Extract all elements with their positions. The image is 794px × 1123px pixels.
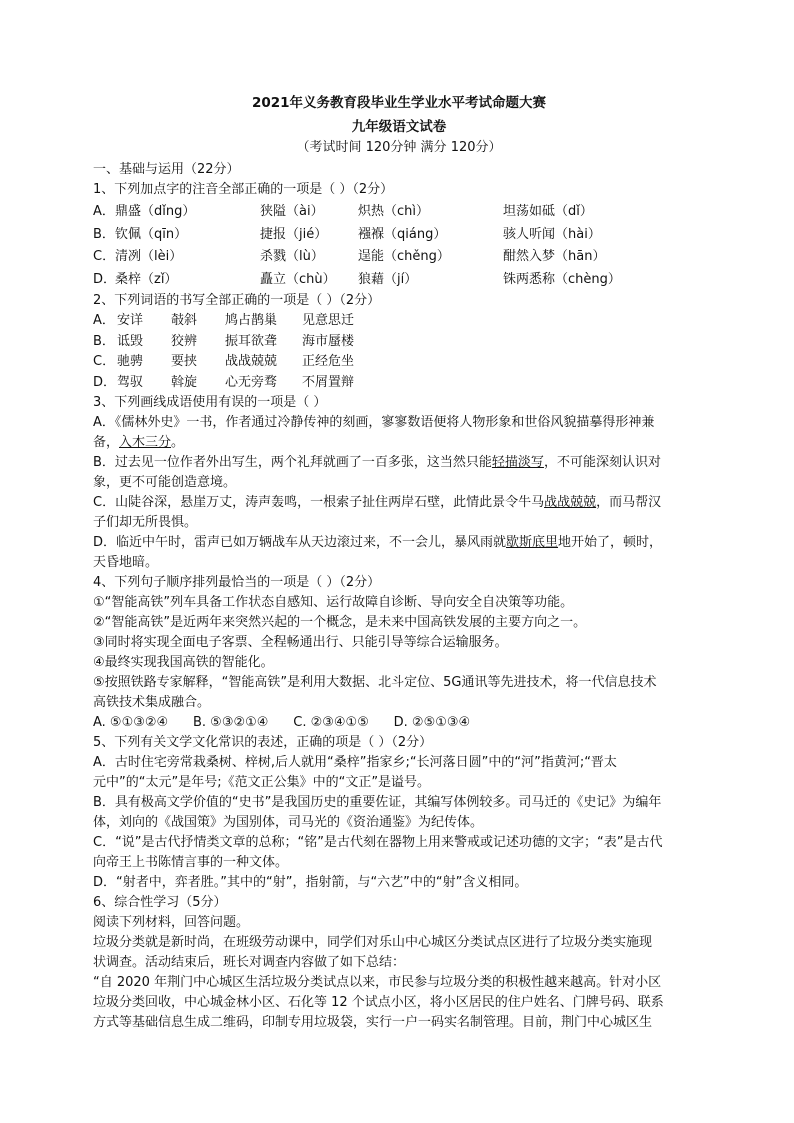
question-5-stem: 5、下列有关文学文化常识的表述，正确的项是（ ）（2分）	[93, 735, 433, 750]
option-item: 骇人听闻（hài）	[503, 226, 601, 242]
section-heading: 一、基础与运用（22分）	[93, 162, 240, 177]
option-label: D．	[93, 374, 117, 390]
text-span: 地开始了，顿时，	[558, 535, 663, 550]
q2-option-c	[93, 352, 705, 373]
question-1-stem: 1、下列加点字的注音全部正确的一项是（ ）（2分）	[93, 182, 394, 197]
option-item: 振耳欲聋	[225, 333, 278, 349]
q5-line: C．“说”是古代抒情类文章的总称；“铭”是古代刻在器物上用来警戒或记述功德的文字；“表”是古代	[93, 835, 663, 850]
q2-option-d	[93, 373, 705, 394]
option-label: B．	[93, 226, 115, 242]
q1-option-a	[93, 201, 705, 224]
q4-sentence-3: ③同时将实现全面电子客票、全程畅通出行、只能引导等综合运输服务。	[93, 635, 508, 650]
option-label: A．	[93, 204, 115, 219]
option-item: 钦佩（qīn）	[115, 226, 188, 242]
underlined-idiom: 歇斯底里	[506, 535, 559, 550]
q6-line: 阅读下列材料，回答问题。	[93, 915, 250, 930]
question-4-stem: 4、下列句子顺序排列最恰当的一项是（ ）（2分）	[93, 575, 381, 590]
option-item: 逞能（chěng）	[358, 249, 450, 264]
q3-option-b-line1	[93, 453, 705, 473]
q1-option-d	[93, 269, 705, 292]
q6-line: 方式等基础信息生成二维码，印制专用垃圾袋，实行一户一码实名制管理。目前，荆门中心城区生	[93, 1015, 653, 1030]
option-item: 桑梓（zǐ）	[115, 271, 178, 287]
option-item: 狡辨	[171, 333, 198, 349]
q4-sentence-5-cont: 高铁技术集成融合。	[93, 695, 211, 710]
q3-option-d-line2: 天昏地暗。	[93, 555, 159, 570]
option-item: 捷报（jié）	[260, 226, 328, 242]
option-item: 狭隘（ài）	[260, 204, 324, 219]
option-item: 鸠占鹊巢	[225, 313, 278, 328]
q6-line: 状调查。活动结束后，班长对调查内容做了如下总结：	[93, 955, 406, 970]
question-2-stem: 2、下列词语的书写全部正确的一项是（ ）（2分）	[93, 293, 381, 308]
q3-option-c-line1	[93, 493, 705, 513]
option-item: 正经危坐	[302, 354, 355, 369]
exam-subtitle: 九年级语文试卷	[351, 119, 447, 135]
option-item: 战战兢兢	[225, 354, 278, 369]
q5-line: D．“射者中，弈者胜。”其中的“射”，指射箭，与“六艺”中的“射”含义相同。	[93, 875, 528, 890]
option-item: 斡旋	[171, 374, 198, 390]
text-span: 备，	[93, 435, 120, 450]
option-item: 安详	[117, 313, 144, 328]
q4-sentence-1: ①“智能高铁”列车具备工作状态自感知、运行故障自诊断、导向安全自决策等功能。	[93, 595, 574, 610]
q4-sentence-4: ④最终实现我国高铁的智能化。	[93, 655, 274, 670]
q5-line: 体，刘向的《战国策》为国别体，司马光的《资治通鉴》为纪传体。	[93, 815, 484, 830]
q2-option-b	[93, 332, 705, 353]
question-6-stem: 6、综合性学习（5分）	[93, 895, 227, 910]
option-item: 海市蜃楼	[302, 333, 355, 349]
underlined-idiom: 入木三分	[119, 435, 172, 450]
option-item: 酣然入梦（hān）	[503, 249, 606, 264]
question-3-stem: 3、下列画线成语使用有误的一项是（ ）	[93, 395, 327, 410]
option-label: D．	[93, 271, 117, 287]
option-item: 杀戮（lù）	[260, 249, 324, 264]
q3-option-a-line2	[93, 433, 705, 453]
option-item: 坦荡如砥（dǐ）	[503, 204, 593, 219]
q3-option-a-line1: A．《儒林外史》一书，作者通过冷静传神的刻画，寥寥数语便将人物形象和世俗风貌描摹得形神兼	[93, 415, 655, 430]
q4-sentence-2: ②“智能高铁”是近两年来突然兴起的一个概念，是未来中国高铁发展的主要方向之一。	[93, 615, 587, 630]
q4-sentence-5: ⑤按照铁路专家解释，“智能高铁”是利用大数据、北斗定位、5G通讯等先进技术，将一代信息技术	[93, 675, 657, 690]
option-item: 诋毁	[117, 333, 144, 349]
underlined-idiom: 轻描淡写	[491, 455, 544, 470]
q6-line: “自 2020 年荆门中心城区生活垃圾分类试点以来，市民参与垃圾分类的积极性越来越高。针对小区	[93, 975, 662, 990]
text-span: ，不可能深刻认识对	[543, 455, 661, 470]
option-label: A．	[93, 313, 115, 328]
option-item: 要挟	[171, 354, 198, 369]
q5-line: 元中”的“太元”是年号;《范文正公集》中的“文正”是谥号。	[93, 775, 431, 790]
option-item: 鼎盛（dǐng）	[115, 204, 196, 219]
option-item: 炽热（chì）	[358, 204, 429, 219]
q2-option-a	[93, 311, 705, 332]
q1-option-b	[93, 224, 705, 247]
text-span: D．临近中午时，雷声已如万辆战车从天边滚过来，不一会儿，暴风雨就	[93, 535, 507, 550]
option-item: 铢两悉称（chèng）	[503, 271, 621, 287]
q4-answer-options: A. ⑤①③②④ B. ⑤③②①④ C. ②③④①⑤ D. ②⑤①③④	[93, 715, 471, 730]
text-span: ，而马帮汉	[596, 495, 662, 510]
option-item: 见意思迁	[302, 313, 355, 328]
q1-option-c	[93, 246, 705, 269]
text-span: C．山陡谷深，悬崖万丈，涛声轰鸣，一根索子扯住两岸石壁，此情此景令牛马	[93, 495, 545, 510]
text-span: 。	[171, 435, 185, 450]
q5-line: A．古时住宅旁常栽桑树、梓树,后人就用“桑梓”指家乡;“长河落日圆”中的“河”指黄河;“晋太	[93, 755, 617, 770]
option-item: 清冽（lèi）	[115, 249, 183, 264]
exam-page	[93, 92, 705, 1033]
q3-option-c-line2: 子们却无所畏惧。	[93, 515, 198, 530]
option-item: 驰骋	[117, 354, 144, 369]
underlined-idiom: 战战兢兢	[544, 495, 597, 510]
option-label: B．	[93, 333, 115, 349]
option-item: 矗立（chù）	[260, 271, 336, 287]
text-span: B．过去见一位作者外出写生，两个礼拜就画了一百多张，这当然只能	[93, 455, 492, 470]
q5-line: B．具有极高文学价值的“史书”是我国历史的重要佐证，其编写体例较多。司马迁的《史记》为编年	[93, 795, 662, 810]
option-label: C．	[93, 354, 116, 369]
q6-line: 垃圾分类就是新时尚，在班级劳动课中，同学们对乐山中心城区分类试点区进行了垃圾分类实施现	[93, 935, 653, 950]
option-item: 不屑置辩	[302, 374, 355, 390]
q5-line: 向帝王上书陈情言事的一种文体。	[93, 855, 289, 870]
q3-option-d-line1	[93, 533, 705, 553]
option-item: 狼藉（jí）	[358, 271, 418, 287]
exam-title: 2021年义务教育段毕业生学业水平考试命题大赛	[251, 95, 547, 111]
option-item: 襁褓（qiáng）	[358, 226, 447, 242]
q3-option-b-line2: 象，更不可能创造意境。	[93, 475, 237, 490]
time-info: （考试时间 120分钟 满分 120分）	[296, 140, 502, 155]
option-item: 攲斜	[171, 313, 198, 328]
q6-line: 垃圾分类回收，中心城金林小区、石化等 12 个试点小区，将小区居民的住户姓名、门牌号码、联系	[93, 995, 664, 1010]
option-item: 驾驭	[117, 374, 144, 390]
option-item: 心无旁骛	[225, 374, 278, 390]
option-label: C．	[93, 249, 116, 264]
